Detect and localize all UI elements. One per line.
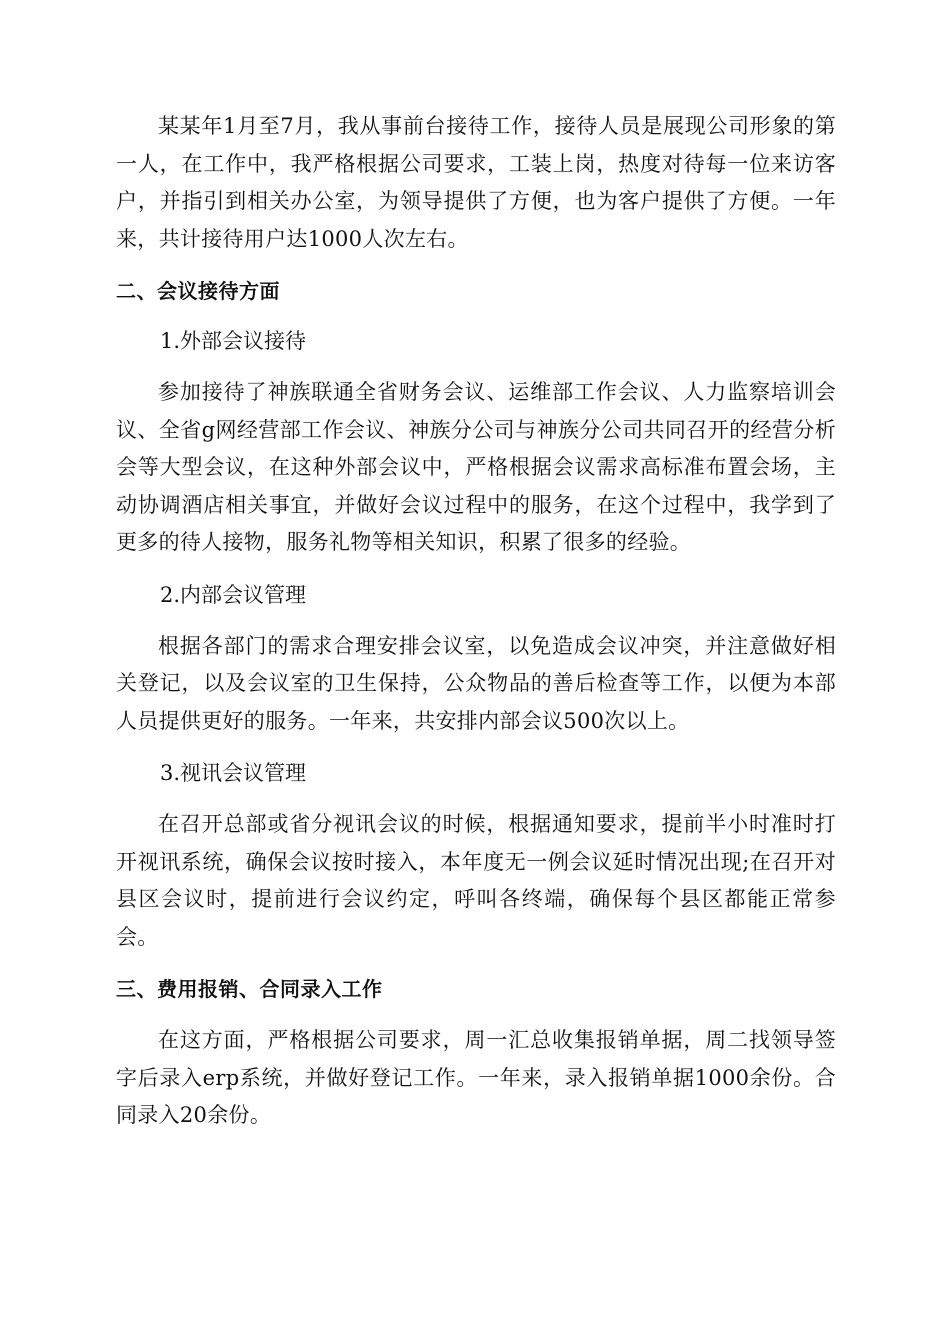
subheading-internal-meeting: 2.内部会议管理 <box>160 582 307 607</box>
subheading-video-meeting: 3.视讯会议管理 <box>160 761 307 785</box>
paragraph-internal-meeting: 根据各部门的需求合理安排会议室，以免造成会议冲突，并注意做好相关登记，以及会议室的卫生保持，公众物品的善后检查等工作，以便为本部人员提供更好的服务。一年来，共安排内部会议500次以上。 <box>116 633 836 733</box>
paragraph-reception: 某某年1月至7月，我从事前台接待工作，接待人员是展现公司形象的第一人，在工作中，我严格根据公司要求，工装上岗，热度对待每一位来访客户，并指引到相关办公室，为领导提供了方便，也为客户提供了方便。一年来，共计接待用户达1000人次左右。 <box>116 114 836 251</box>
subheading-external-meeting: 1.外部会议接待 <box>160 329 307 353</box>
paragraph-expense-contract: 在这方面，严格根据公司要求，周一汇总收集报销单据，周二找领导签字后录入erp系统，并做好登记工作。一年来，录入报销单据1000余份。合同录入20余份。 <box>116 1028 836 1127</box>
document-page <box>116 108 836 1151</box>
heading-expense-contract: 三、费用报销、合同录入工作 <box>116 977 383 1001</box>
paragraph-external-meeting: 参加接待了神族联通全省财务会议、运维部工作会议、人力监察培训会议、全省g网经营部工作会议、神族分公司与神族分公司共同召开的经营分析会等大型会议，在这种外部会议中，严格根据会议需求高标准布置会场，主动协调酒店相关事宜，并做好会议过程中的服务，在这个过程中，我学到了更多的待人接物，服务礼物等相关知识，积累了很多的经验。 <box>116 380 836 554</box>
paragraph-video-meeting: 在召开总部或省分视讯会议的时候，根据通知要求，提前半小时准时打开视讯系统，确保会议按时接入，本年度无一例会议延时情况出现;在召开对县区会议时，提前进行会议约定，呼叫各终端，确保每个县区都能正常参会。 <box>116 812 836 949</box>
heading-meeting-reception: 二、会议接待方面 <box>116 279 280 303</box>
